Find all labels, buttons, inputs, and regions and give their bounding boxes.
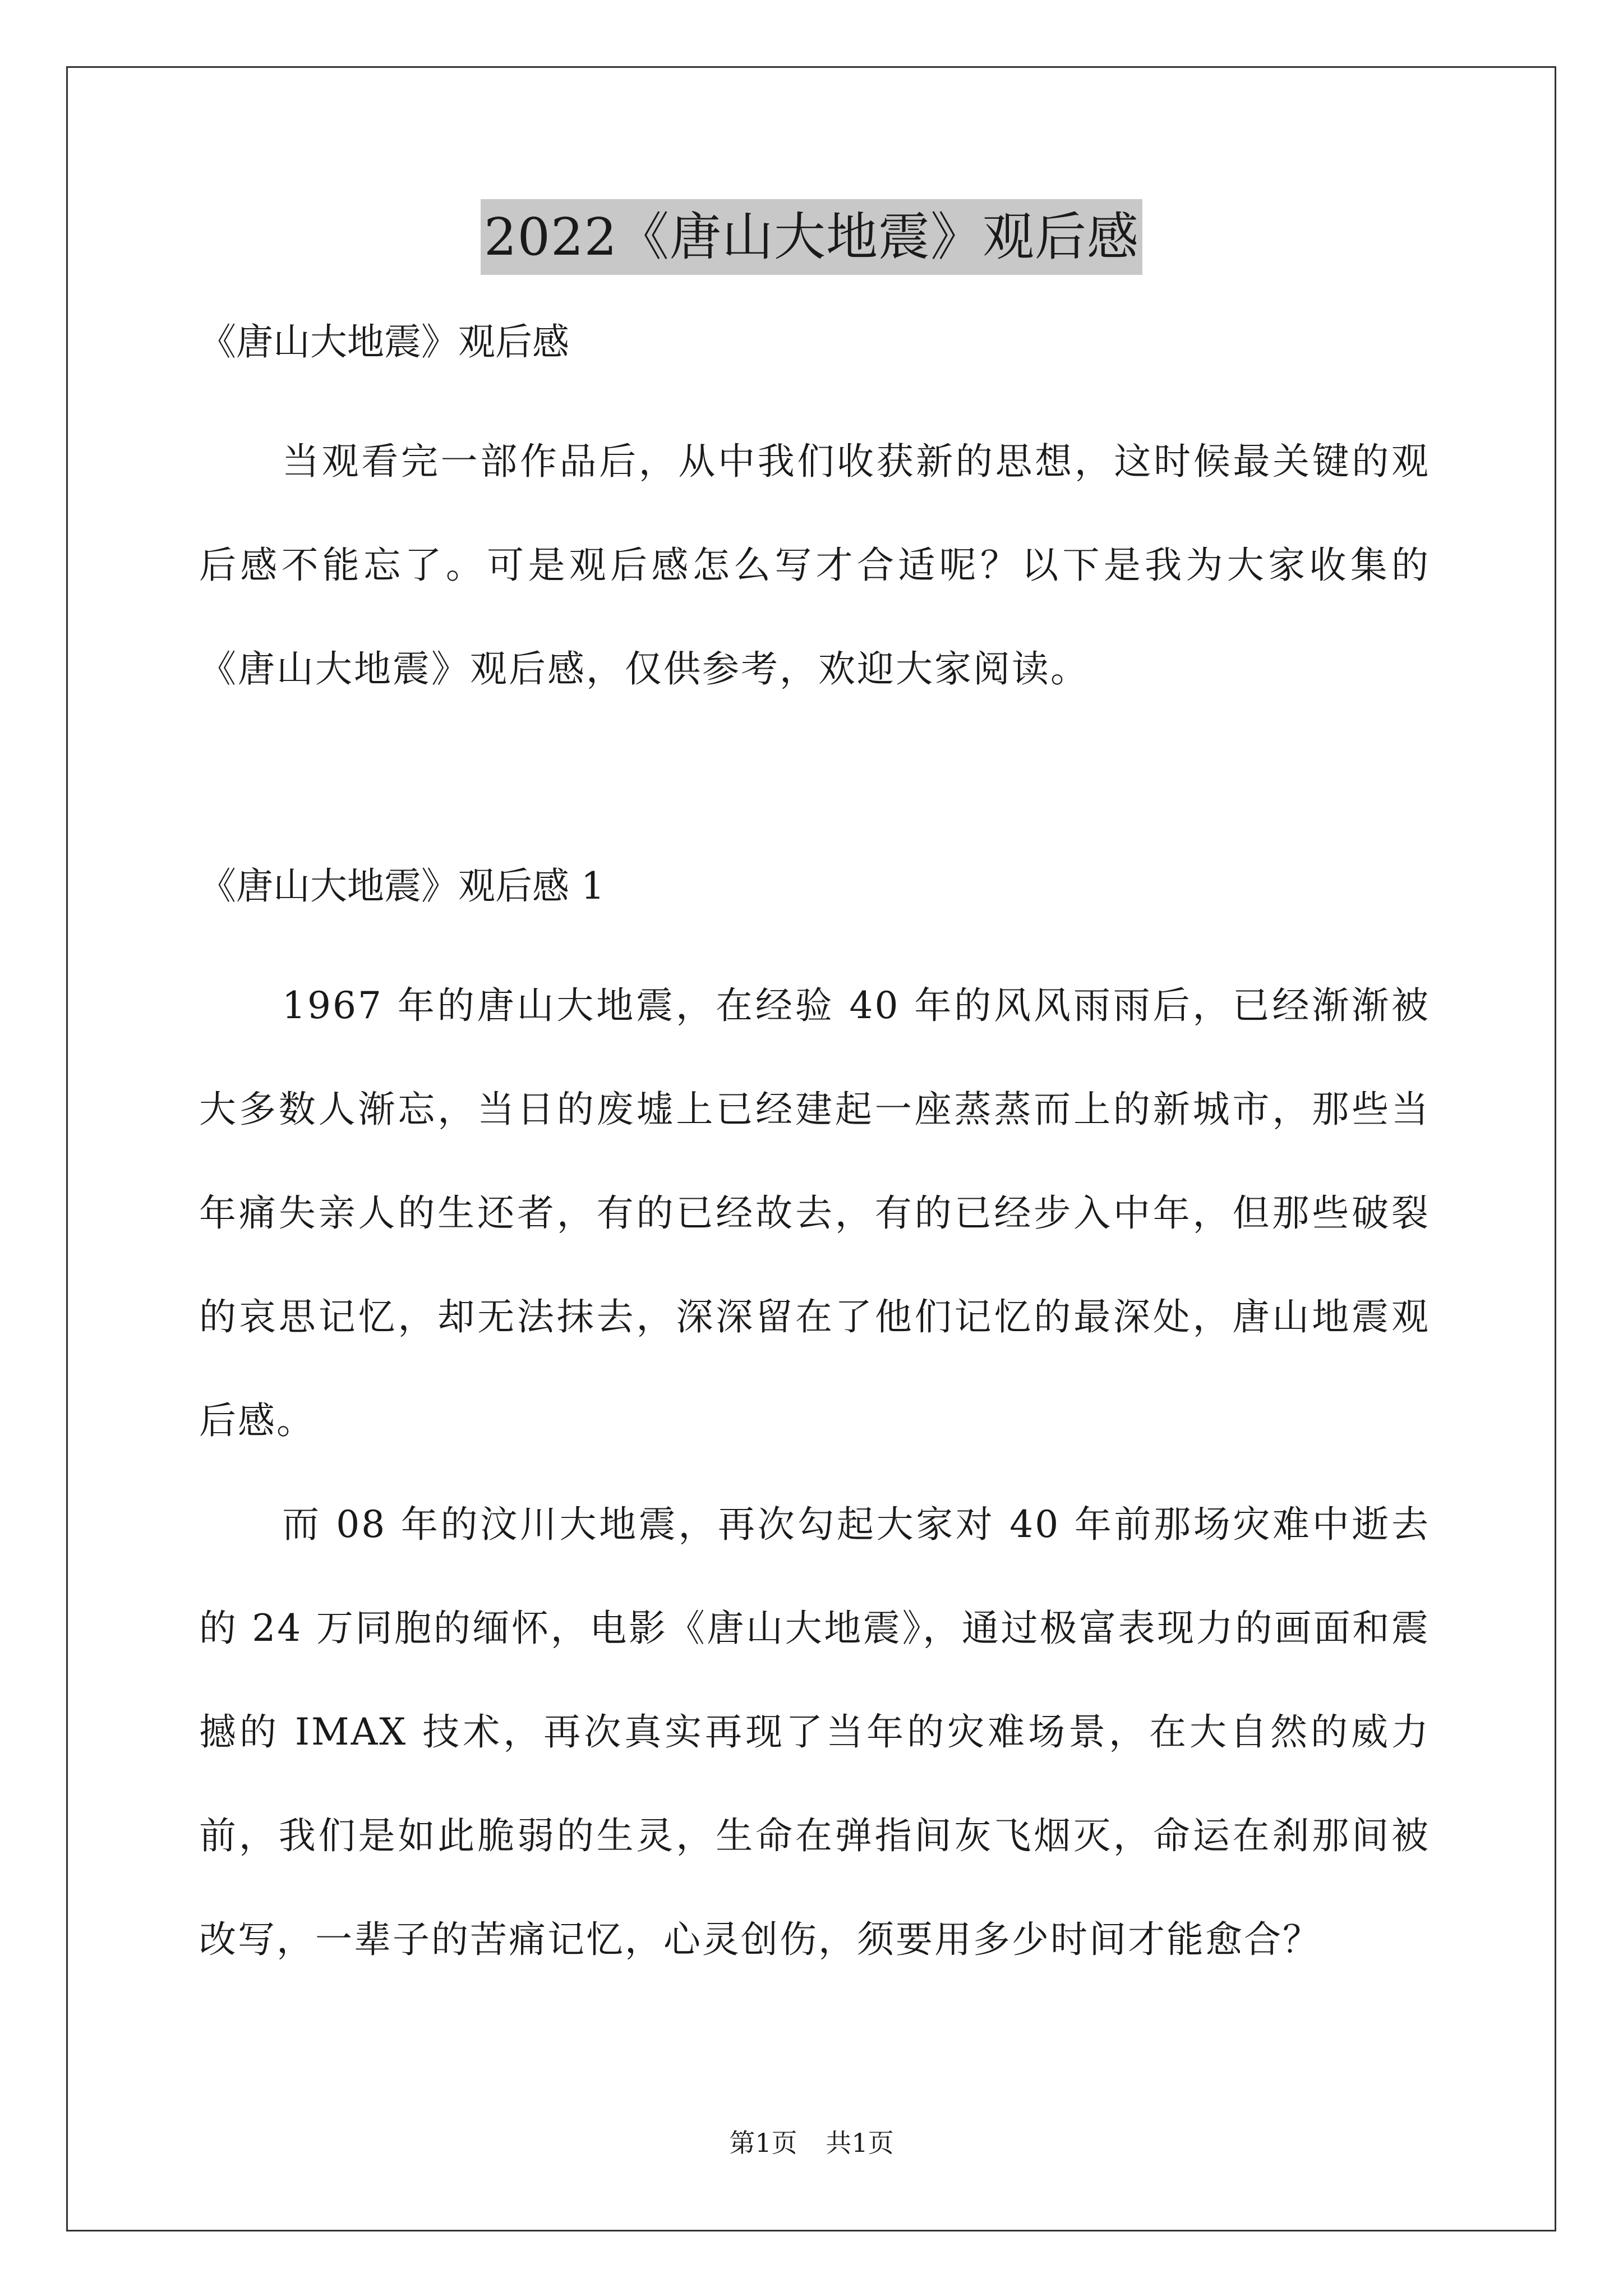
page-footer: [0, 2126, 1623, 2160]
section-spacer: [199, 721, 1430, 858]
document-body: [199, 314, 1430, 1991]
section-heading-1: 《唐山大地震》观后感 1: [199, 864, 605, 908]
body-paragraph-2: 而 08 年的汶川大地震，再次勾起大家对 40 年前那场灾难中逝去的 24 万同胞的缅怀，电影《唐山大地震》，通过极富表现力的画面和震撼的 IMAX 技术，再次真实再现了当年的灾难场景，在大自然的威力前，我们是如此脆弱的生灵，生命在弹指间灰飞烟灭，命运在刹那间被改写，一辈子的苦痛记忆，心灵创伤，须要用多少时间才能愈合？: [199, 1503, 1430, 1961]
title-block: [0, 199, 1623, 275]
intro-paragraph: 当观看完一部作品后，从中我们收获新的思想，这时候最关键的观后感不能忘了。可是观后感怎么写才合适呢？以下是我为大家收集的《唐山大地震》观后感，仅供参考，欢迎大家阅读。: [199, 440, 1430, 691]
page-number-total: 共1页: [826, 2128, 894, 2158]
subtitle: 《唐山大地震》观后感: [199, 320, 569, 364]
page-number-current: 第1页: [729, 2128, 797, 2158]
body-paragraph-1: 1967 年的唐山大地震，在经验 40 年的风风雨雨后，已经渐渐被大多数人渐忘，当日的废墟上已经建起一座蒸蒸而上的新城市，那些当年痛失亲人的生还者，有的已经故去，有的已经步入中年，但那些破裂的哀思记忆，却无法抹去，深深留在了他们记忆的最深处，唐山地震观后感。: [199, 984, 1430, 1442]
spacer: [199, 914, 1430, 954]
document-title: 2022《唐山大地震》观后感: [481, 199, 1142, 275]
spacer: [199, 370, 1430, 409]
